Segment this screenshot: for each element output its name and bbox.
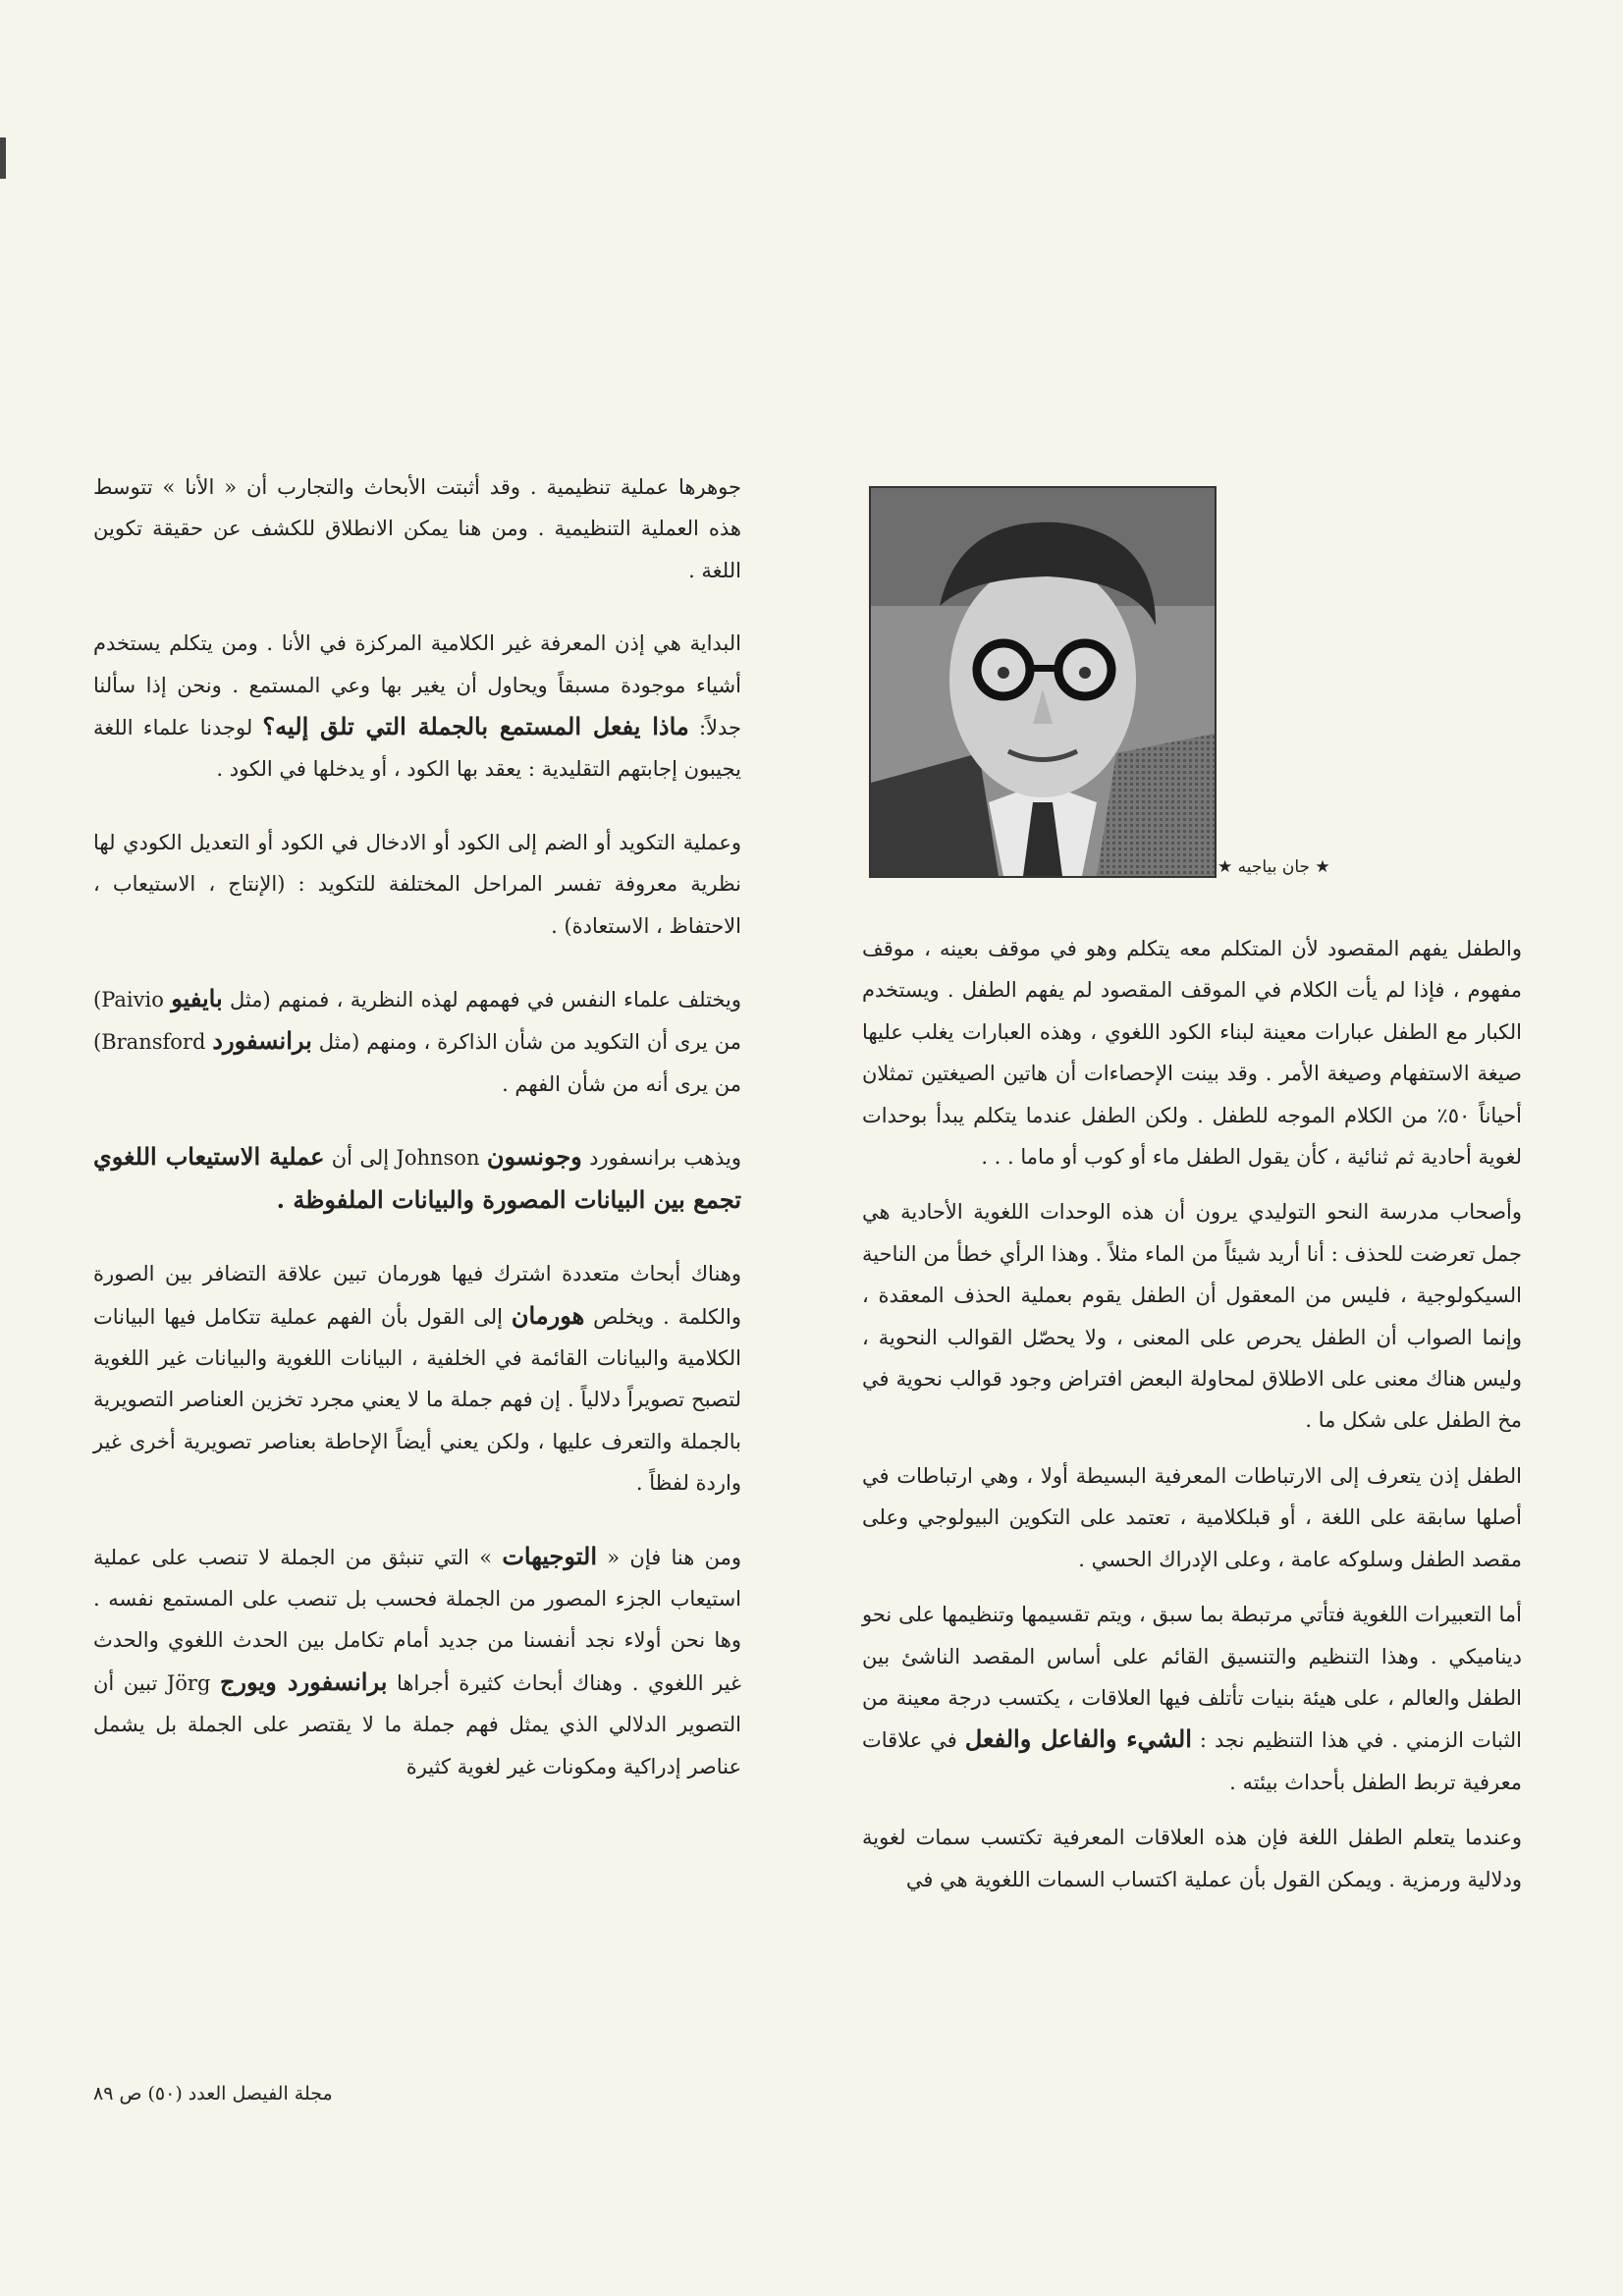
paragraph: ويختلف علماء النفس في فهمهم لهذه النظرية ، فمنهم (مثل بايفيو Paivio) من يرى أن التكويد من شأن الذاكرة ، ومنهم (مثل برانسفورد Bransford) من يرى أنه من شأن الفهم .	[93, 984, 741, 1096]
paragraph: وهناك أبحاث متعددة اشترك فيها هورمان تبين علاقة التضافر بين الصورة والكلمة . ويخلص هورمان إلى القول بأن الفهم عملية تتكامل فيها البيانات الكلامية والبيانات القائمة في الخلفية ، البيانات اللغوية والبيانات غير اللغوية لتصبح تصويراً دلالياً . إن فهم جملة ما لا يعني مجرد تخزين العناصر التصويرية بالجملة والتعرف عليها ، ولكن يعني أيضاً الإحاطة بعناصر تصويرية أخرى غير واردة لفظاً .	[93, 1262, 741, 1496]
portrait-caption: ★ جان بياجيه ★	[1217, 857, 1330, 877]
paragraph: أما التعبيرات اللغوية فتأتي مرتبطة بما سبق ، ويتم تقسيمها وتنظيمها على نحو ديناميكي . وهذا التنظيم والتنسيق القائم على أساس المقصد الناشئ بين الطفل والعالم ، على هيئة بنيات تأتلف فيها العلاقات ، يكتسب درجة معينة من الثبات الزمني . في هذا التنظيم نجد : الشيء والفاعل والفعل في علاقات معرفية تربط الطفل بأحداث بيئته .	[862, 1603, 1523, 1794]
bold-name-bransford: برانسفورد	[212, 1026, 312, 1056]
bold-question: ماذا يفعل المستمع بالجملة التي تلق إليه؟	[262, 712, 689, 741]
text-column-right	[862, 928, 1522, 1914]
bold-name-paivio: بايفيو	[171, 984, 223, 1013]
paragraph: والطفل يفهم المقصود لأن المتكلم معه يتكلم وهو في موقف بعينه ، موقف مفهوم ، فإذا لم يأت الكلام في الموقف المقصود لم يفهم الطفل . ويستخدم الكبار مع الطفل عبارات معينة لبناء الكود اللغوي ، وهذه العبارات يغلب عليها صيغة الاستفهام وصيغة الأمر . وقد بينت الإحصاءات أن هاتين الصيغتين تمثلان أحياناً ٥٠٪ من الكلام الموجه للطفل . ولكن الطفل عندما يتكلم يبدأ بوحدات لغوية أحادية ثم ثنائية ، كأن يقول الطفل ماء أو كوب أو ماما . . .	[862, 937, 1522, 1170]
paragraph: الطفل إذن يتعرف إلى الارتباطات المعرفية البسيطة أولا ، وهي ارتباطات في أصلها سابقة على اللغة ، أو قبلكلامية ، تعتمد على التكوين البيولوجي وعلى مقصد الطفل وسلوكه عامة ، وعلى الإدراك الحسي .	[862, 1463, 1522, 1571]
paragraph: البداية هي إذن المعرفة غير الكلامية المركزة في الأنا . ومن يتكلم يستخدم أشياء موجودة مسبقاً ويحاول أن يغير بها وعي المستمع . ونحن إذا سألنا جدلاً: ماذا يفعل المستمع بالجملة التي تلق إليه؟ لوجدنا علماء اللغة يجيبون إجابتهم التقليدية : يعقد بها الكود ، أو يدخلها في الكود .	[93, 631, 741, 782]
bold-name-hormann: هورمان	[511, 1300, 585, 1330]
page-footer: مجلة الفيصل العدد (٥٠) ص ٨٩	[93, 2083, 333, 2105]
portrait-image	[871, 488, 1215, 876]
text-column-left	[93, 466, 741, 1819]
paragraph: وعملية التكويد أو الضم إلى الكود أو الادخال في الكود أو التعديل الكودي لها نظرية معروفة تفسر المراحل المختلفة للتكويد : (الإنتاج ، الاستيعاب ، الاحتفاظ ، الاستعادة) .	[93, 830, 741, 938]
bold-term-object-agent-action: الشيء والفاعل والفعل	[964, 1724, 1192, 1754]
bold-thesis: عملية الاستيعاب اللغوي تجمع بين البيانات المصورة والبيانات الملفوظة .	[93, 1142, 741, 1214]
paragraph: ويذهب برانسفورد وجونسون Johnson إلى أن عملية الاستيعاب اللغوي تجمع بين البيانات المصورة والبيانات الملفوظة .	[93, 1142, 741, 1214]
paragraph: ومن هنا فإن « التوجيهات » التي تنبثق من الجملة لا تنصب على عملية استيعاب الجزء المصور من الجملة فحسب بل تنصب على المستمع نفسه . وها نحن أولاء نجد أنفسنا من جديد أمام تكامل بين الحدث اللغوي والحدث غير اللغوي . وهناك أبحاث كثيرة أجراها برانسفورد ويورج Jörg تبين أن التصوير الدلالي الذي يمثل فهم جملة ما لا يقتصر على الجملة بل يشمل عناصر إدراكية ومكونات غير لغوية كثيرة	[93, 1541, 741, 1778]
paragraph: وعندما يتعلم الطفل اللغة فإن هذه العلاقات المعرفية تكتسب سمات لغوية ودلالية ورمزية . ويمكن القول بأن عملية اكتساب السمات اللغوية هي في	[862, 1826, 1522, 1891]
bold-name-johnson: وجونسون	[486, 1142, 582, 1172]
bold-term-directives: التوجيهات	[502, 1541, 597, 1570]
portrait-photo	[869, 486, 1217, 878]
bold-names-bransford-jorg: برانسفورد ويورج	[219, 1667, 388, 1696]
page-edge-mark	[0, 137, 6, 179]
paragraph: وأصحاب مدرسة النحو التوليدي يرون أن هذه الوحدات اللغوية الأحادية هي جمل تعرضت للحذف : أنا أريد شيئاً من الماء مثلاً . وهذا الرأي خطأ من الناحية السيكولوجية ، فليس من المعقول أن الطفل يقوم بعملية الحذف المعقدة ، وإنما الصواب أن الطفل يحرص على المعنى ، ولا يحصّل القوالب النحوية ، وليس هناك معنى على الاطلاق لمحاولة البعض افتراض وجود قوالب نحوية في مخ الطفل على شكل ما .	[862, 1200, 1522, 1433]
paragraph: جوهرها عملية تنظيمية . وقد أثبتت الأبحاث والتجارب أن « الأنا » تتوسط هذه العملية التنظيمية . ومن هنا يمكن الانطلاق للكشف عن حقيقة تكوين اللغة .	[93, 475, 741, 582]
